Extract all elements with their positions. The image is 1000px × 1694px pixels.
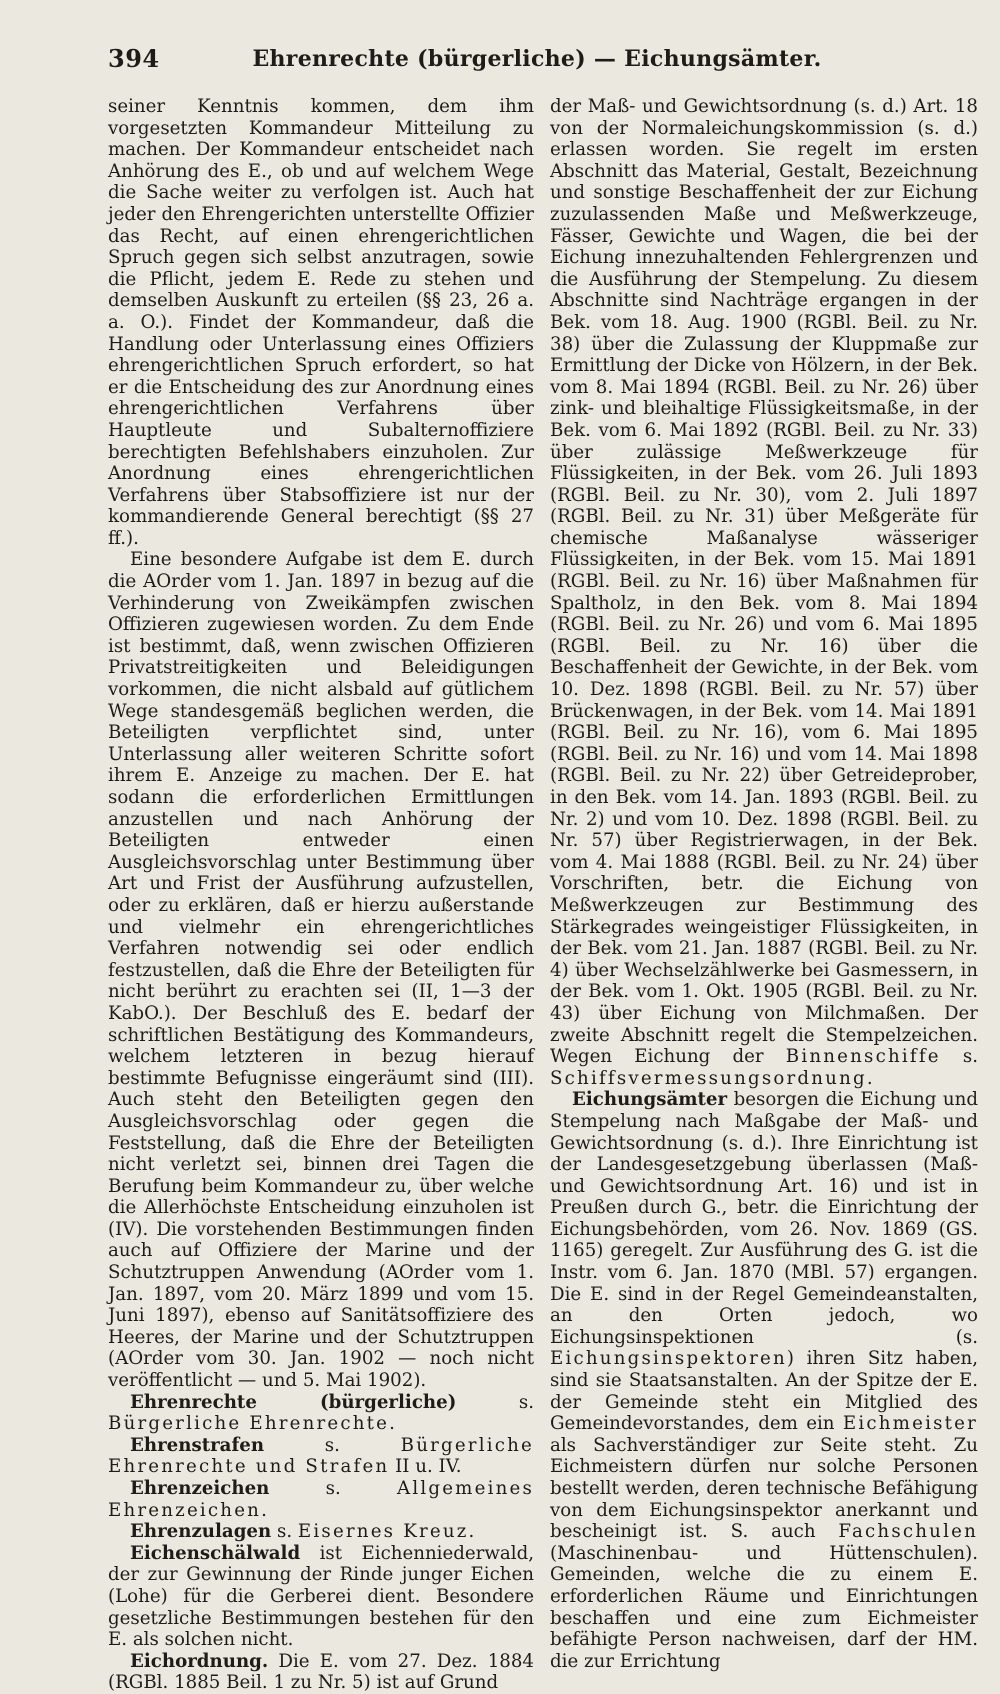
entry-cross-reference: Eichungsinspektoren: [550, 1348, 787, 1370]
left-paragraph-2: Eine besondere Aufgabe ist dem E. durch die AOrder vom 1. Jan. 1897 in bezug auf die Verhinderung von Zweikämpfen zwischen Offizieren zugewiesen worden. Zu dem Ende ist bestimmt, daß, wenn zwischen Offizieren Privatstreitigkeiten und Beleidigungen vorkommen, die nicht alsbald auf gütlichem Wege standesgemäß beglichen werden, die Beteiligten verpflichtet sind, unter Unterlassung aller weiteren Schritte sofort ihrem E. Anzeige zu machen. Der E. hat sodann die erforderlichen Ermittlungen anzustellen und nach Anhörung der Beteiligten entweder einen Ausgleichsvorschlag unter Bestimmung über Art und Frist der Ausführung aufzustellen, oder zu erklären, daß er hierzu außerstande und vielmehr ein ehrengerichtliches Verfahren notwendig sei oder endlich festzustellen, daß die Ehre der Beteiligten für nicht berührt zu erachten sei (II, 1—3 der KabO.). Der Beschluß des E. bedarf der schriftlichen Bestätigung des Kommandeurs, welchem letzteren in bezug hierauf bestimmte Befugnisse eingeräumt sind (III). Auch steht den Beteiligten gegen den Ausgleichsvorschlag oder gegen die Feststellung, daß die Ehre der Beteiligten nicht verletzt sei, binnen drei Tagen die Berufung beim Kommandeur zu, über welche die Allerhöchste Entscheidung einzuholen ist (IV). Die vorstehenden Bestimmungen finden auch auf Offiziere der Marine und der Schutztruppen Anwendung (AOrder vom 1. Jan. 1897, vom 20. März 1899 und vom 15. Juni 1897), ebenso auf Sanitätsoffiziere des Heeres, der Marine und der Schutztruppen (AOrder vom 30. Jan. 1902 — noch nicht veröffentlicht — und 5. Mai 1902).: [108, 549, 534, 1392]
entry-tail: .: [261, 1499, 267, 1521]
entry-cross-reference: Eichmeister: [842, 1413, 978, 1435]
entry-ehrenrechte: [108, 1392, 534, 1435]
entry-cross-reference: Binnenschiffe: [785, 1046, 941, 1068]
entry-tail: .: [468, 1521, 475, 1543]
entry-tail: II u. IV.: [389, 1456, 462, 1478]
entry-see: s.: [456, 1391, 534, 1413]
page-header: [108, 44, 966, 80]
entry-see: s.: [940, 1046, 978, 1068]
entry-text: besorgen die Eichung und Stempelung nach Maßgabe der Maß- und Gewichtsordnung (s. d.). Ihre Einrichtung ist der Landesgesetzgebung überlassen (Maß- und Gewichtsordnung Art. 16) und ist in Preußen durch G., betr. die Einrichtung der Eichungsbehörden, vom 26. Nov. 1869 (GS. 1165) geregelt. Zur Ausführung des G. ist die Instr. vom 6. Jan. 1870 (MBl. 57) ergangen. Die E. sind in der Regel Gemeindeanstalten, an den Orten jedoch, wo Eichungsinspektionen (s.: [550, 1089, 978, 1348]
entry-headword: Ehrenrechte (bürgerliche): [130, 1391, 457, 1413]
entry-text: ) ihren Sitz haben, sind sie Staatsanstalten. An der Spitze der E. der Gemeinde steht ein Mitglied des Gemeindevorstandes, dem ein: [550, 1348, 978, 1435]
entry-tail: .: [866, 1067, 873, 1089]
entry-headword: Eichungsämter: [572, 1089, 728, 1111]
entry-ehrenzulagen: [108, 1521, 534, 1543]
entry-headword: Ehrenzeichen: [130, 1478, 270, 1499]
right-column: [550, 96, 978, 1672]
entry-see: s.: [271, 1521, 298, 1543]
entry-cross-reference: Fachschulen: [838, 1521, 978, 1543]
entry-cross-reference: Schiffsvermessungsordnung: [550, 1067, 867, 1089]
entry-see: s.: [269, 1478, 397, 1499]
entry-tail: .: [389, 1413, 395, 1435]
entry-eichenschaelwald: [108, 1543, 534, 1651]
entry-text: Die E. vom 27. Dez. 1884 (RGBl. 1885 Beil. 1 zu Nr. 5) ist auf Grund: [108, 1650, 534, 1694]
entry-text: als Sachverständiger zur Seite steht. Zu Eichmeistern dürfen nur solche Personen bestellt werden, deren technische Befähigung von dem Eichungsinspektor anerkannt und bescheinigt ist. S. auch: [550, 1434, 978, 1543]
entry-ehrenstrafen: [108, 1435, 534, 1478]
page-number: 394: [108, 44, 160, 73]
left-paragraph-1: seiner Kenntnis kommen, dem ihm vorgesetzten Kommandeur Mitteilung zu machen. Der Kommandeur entscheidet nach Anhörung des E., ob und auf welchem Wege die Sache weiter zu verfolgen ist. Auch hat jeder den Ehrengerichten unterstellte Offizier das Recht, auf einen ehrengerichtlichen Spruch gegen sich selbst anzutragen, sowie die Pflicht, jedem E. Rede zu stehen und demselben Auskunft zu erteilen (§§ 23, 26 a. a. O.). Findet der Kommandeur, daß die Handlung oder Unterlassung eines Offiziers ehrengerichtlichen Spruch erfordert, so hat er die Entscheidung des zur Anordnung eines ehrengerichtlichen Verfahrens über Hauptleute und Subalternoffiziere berechtigten Befehlshabers einzuholen. Zur Anordnung eines ehrengerichtlichen Verfahrens über Stabsoffiziere ist nur der kommandierende General berechtigt (§§ 27 ff.).: [108, 96, 534, 549]
entry-headword: Ehrenstrafen: [130, 1434, 265, 1456]
paragraph-text: der Maß- und Gewichtsordnung (s. d.) Art. 18 von der Normaleichungskommission (s. d.) erlassen worden. Sie regelt im ersten Abschnitt das Material, Gestalt, Bezeichnung und sonstige Beschaffenheit der zur Eichung zuzulassenden Maße und Meßwerkzeuge, Fässer, Gewichte und Wagen, die bei der Eichung innezuhaltenden Fehlergrenzen und die Ausführung der Stempelung. Zu diesem Abschnitte sind Nachträge ergangen in der Bek. vom 18. Aug. 1900 (RGBl. Beil. zu Nr. 38) über die Zulassung der Kluppmaße zur Ermittlung der Dicke von Hölzern, in der Bek. vom 8. Mai 1894 (RGBl. Beil. zu Nr. 26) über zink- und bleihaltige Flüssigkeitsmaße, in der Bek. vom 6. Mai 1892 (RGBl. Beil. zu Nr. 33) über zulässige Meßwerkzeuge für Flüssigkeiten, in der Bek. vom 26. Juli 1893 (RGBl. Beil. zu Nr. 30), vom 2. Juli 1897 (RGBl. Beil. zu Nr. 31) über Meßgeräte für chemische Maßanalyse wässeriger Flüssigkeiten, in der Bek. vom 15. Mai 1891 (RGBl. Beil. zu Nr. 16) über Maßnahmen für Spaltholz, in den Bek. vom 8. Mai 1894 (RGBl. Beil. zu Nr. 26) und vom 6. Mai 1895 (RGBl. Beil. zu Nr. 16) über die Beschaffenheit der Gewichte, in der Bek. vom 10. Dez. 1898 (RGBl. Beil. zu Nr. 57) über Brückenwagen, in der Bek. vom 14. Mai 1891 (RGBl. Beil. zu Nr. 16), vom 6. Mai 1895 (RGBl. Beil. zu Nr. 16) und vom 14. Mai 1898 (RGBl. Beil. zu Nr. 22) über Getreideprober, in den Bek. vom 14. Jan. 1893 (RGBl. Beil. zu Nr. 2) und vom 10. Dez. 1898 (RGBl. Beil. zu Nr. 57) über Registrierwagen, in der Bek. vom 4. Mai 1888 (RGBl. Beil. zu Nr. 24) über Vorschriften, betr. die Eichung von Meßwerkzeugen zur Bestimmung des Stärkegrades weingeistiger Flüssigkeiten, in der Bek. vom 21. Jan. 1887 (RGBl. Beil. zu Nr. 4) über Wechselzählwerke bei Gasmessern, in der Bek. vom 1. Okt. 1905 (RGBl. Beil. zu Nr. 43) über Eichung von Milchmaßen. Der zweite Abschnitt regelt die Stempelzeichen. Wegen Eichung der: [550, 96, 978, 1068]
entry-eichordnung: [108, 1651, 534, 1694]
right-paragraph-1: [550, 96, 978, 1089]
entry-headword: Eichordnung.: [130, 1650, 269, 1672]
left-column: [108, 96, 534, 1694]
entry-ehrenzeichen: [108, 1478, 534, 1521]
entry-cross-reference: Eisernes Kreuz: [297, 1521, 469, 1543]
entry-cross-reference: Allgemeines Ehrenzeichen: [108, 1478, 534, 1521]
entry-eichungsaemter: [550, 1089, 978, 1672]
entry-headword: Eichenschälwald: [130, 1542, 301, 1564]
entry-headword: Ehrenzulagen: [130, 1521, 272, 1543]
entry-text: ist Eichenniederwald, der zur Gewinnung der Rinde junger Eichen (Lohe) für die Gerberei dient. Besondere gesetzliche Bestimmungen bestehen für den E. als solchen nicht.: [108, 1542, 534, 1651]
running-title: Ehrenrechte (bürgerliche) — Eichungsämter.: [252, 46, 822, 72]
entry-see: s.: [264, 1434, 401, 1456]
entry-cross-reference: Bürgerliche Ehrenrechte und Strafen: [108, 1434, 534, 1478]
entry-text: (Maschinenbau- und Hüttenschulen). Gemeinden, welche die zu einem E. erforderlichen Räume und Einrichtungen beschaffen und eine zum Eichmeister befähigte Person nachweisen, darf der HM. die zur Errichtung: [550, 1542, 978, 1672]
entry-cross-reference: Bürgerliche Ehrenrechte: [108, 1413, 390, 1435]
